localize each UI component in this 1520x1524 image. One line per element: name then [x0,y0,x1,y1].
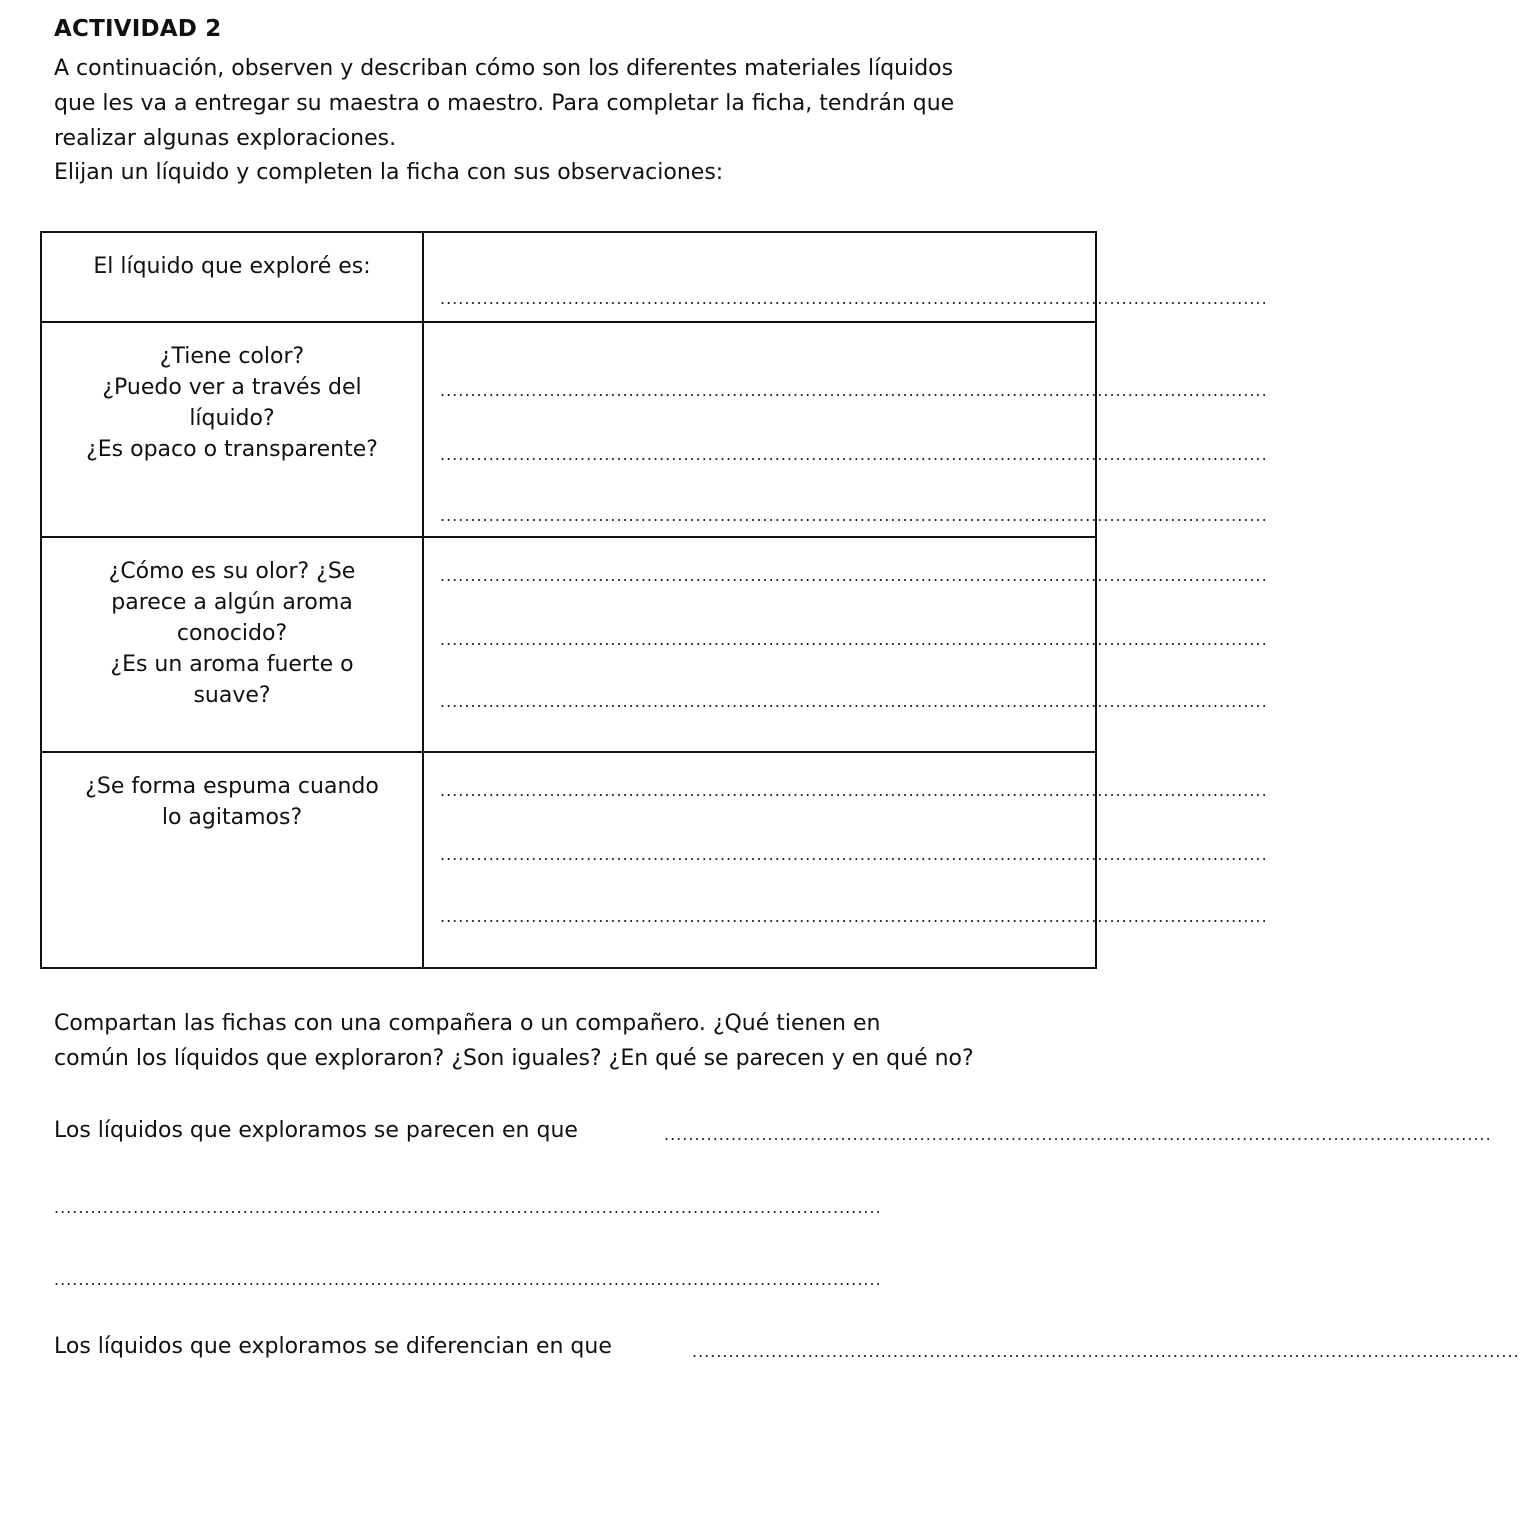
question-cell [41,232,423,322]
similar-prompt: Los líquidos que exploramos se parecen en que [54,1118,578,1143]
share-paragraph [54,1006,1110,1076]
answer-cell[interactable] [423,537,1268,752]
answer-line[interactable]: ........................................................................................................................................ [440,630,1268,649]
similar-answer-line[interactable]: ........................................................................................................................................ [54,1270,882,1289]
question-text: ¿Se forma espuma cuando [85,774,379,799]
intro-line: realizar algunas exploraciones. [54,126,397,151]
similar-answer-line[interactable]: ........................................................................................................................................ [54,1198,882,1217]
answer-line[interactable]: ........................................................................................................................................ [440,692,1268,711]
answer-line[interactable]: ........................................................................................................................................ [440,506,1268,525]
question-text: El líquido que exploré es: [93,254,371,279]
question-cell [41,537,423,752]
share-line: Compartan las fichas con una compañera o un compañero. ¿Qué tienen en [54,1011,881,1036]
table-row [41,232,1096,322]
answer-line[interactable]: ........................................................................................................................................ [440,445,1268,464]
table-row [41,537,1096,752]
answer-line[interactable]: ........................................................................................................................................ [440,845,1268,864]
answer-cell[interactable] [423,752,1268,968]
instruction-text: Elijan un líquido y completen la ficha con sus observaciones: [54,160,724,185]
question-text: suave? [193,683,271,708]
answer-line[interactable]: ........................................................................................................................................ [440,289,1268,308]
different-prompt: Los líquidos que exploramos se diferencian en que [54,1334,612,1359]
answer-cell[interactable] [423,322,1268,537]
intro-line: que les va a entregar su maestra o maestro. Para completar la ficha, tendrán que [54,91,955,116]
question-text: conocido? [176,621,288,646]
share-line: común los líquidos que exploraron? ¿Son iguales? ¿En qué se parecen y en qué no? [54,1046,974,1071]
question-cell [41,322,423,537]
table-row [41,752,1096,968]
activity-title: ACTIVIDAD 2 [54,16,222,42]
question-text: parece a algún aroma [111,590,353,615]
answer-line[interactable]: ........................................................................................................................................ [440,566,1268,585]
answer-line[interactable]: ........................................................................................................................................ [440,781,1268,800]
question-text: ¿Es opaco o transparente? [86,437,378,462]
observation-worksheet-table [40,231,1268,969]
question-text: ¿Tiene color? [159,344,305,369]
answer-cell[interactable] [423,232,1268,322]
question-text: ¿Cómo es su olor? ¿Se [108,559,356,584]
answer-line[interactable]: ........................................................................................................................................ [440,907,1268,926]
question-text: líquido? [189,406,275,431]
question-text: ¿Puedo ver a través del [102,375,362,400]
intro-paragraph [54,51,1110,156]
question-text: lo agitamos? [161,805,303,830]
similar-answer-line[interactable]: ........................................................................................................................................ [664,1125,1492,1144]
question-cell [41,752,423,968]
intro-line: A continuación, observen y describan cómo son los diferentes materiales líquidos [54,56,954,81]
question-text: ¿Es un aroma fuerte o [110,652,354,677]
answer-line[interactable]: ........................................................................................................................................ [440,381,1268,400]
different-answer-line[interactable]: ........................................................................................................................................ [692,1342,1520,1361]
table-row [41,322,1096,537]
